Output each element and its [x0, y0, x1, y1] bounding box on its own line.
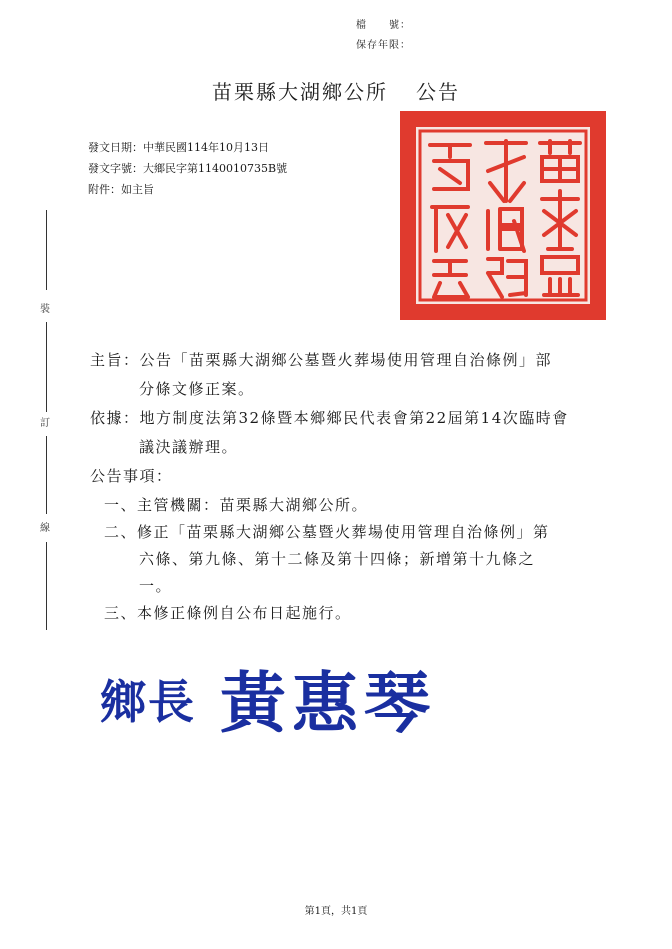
binding-line-mid1 [46, 322, 47, 412]
binding-char-1: 裝 [40, 304, 50, 315]
issue-date: 發文日期：中華民國114年10月13日 [88, 141, 269, 154]
seal-inner [416, 127, 590, 304]
notice-heading: 公告事項： [90, 467, 173, 485]
signature-name: 黃惠琴 [220, 665, 436, 742]
page-title [0, 76, 672, 105]
file-number-label: 檔 號： [356, 20, 411, 31]
binding-line-top [46, 210, 47, 290]
notice-item-1: 一、主管機關：苗栗縣大湖鄉公所。 [104, 496, 369, 514]
attachment: 附件：如主旨 [88, 183, 154, 196]
title-type: 公告 [416, 80, 460, 104]
retention-period-label: 保存年限： [356, 40, 411, 51]
notice-item-3: 三、本修正條例自公布日起施行。 [104, 604, 352, 622]
binding-char-2: 訂 [40, 418, 50, 429]
notice-item-2-line-2: 六條、第九條、第十二條及第十四條；新增第十九條之 [139, 550, 536, 568]
subject-line-2: 分條文修正案。 [139, 380, 255, 398]
subject-line-1: 主旨：公告「苗栗縣大湖鄉公墓暨火葬場使用管理自治條例」部 [90, 351, 553, 369]
binding-char-3: 線 [40, 523, 50, 534]
binding-line-bottom [46, 542, 47, 630]
official-seal [400, 111, 606, 320]
binding-line-mid2 [46, 436, 47, 514]
document-number: 發文字號：大鄉民字第1140010735B號 [88, 162, 288, 175]
signature-title: 鄉長 [100, 675, 196, 729]
page-number: 第1頁，共1頁 [304, 906, 368, 917]
notice-item-2-line-3: 一。 [139, 577, 173, 595]
title-org: 苗栗縣大湖鄉公所 [212, 80, 388, 104]
signature-stamp [100, 650, 460, 740]
basis-line-1: 依據：地方制度法第32條暨本鄉鄉民代表會第22屆第14次臨時會 [90, 409, 569, 427]
basis-line-2: 議決議辦理。 [139, 438, 239, 456]
notice-item-2-line-1: 二、修正「苗栗縣大湖鄉公墓暨火葬場使用管理自治條例」第 [104, 523, 550, 541]
